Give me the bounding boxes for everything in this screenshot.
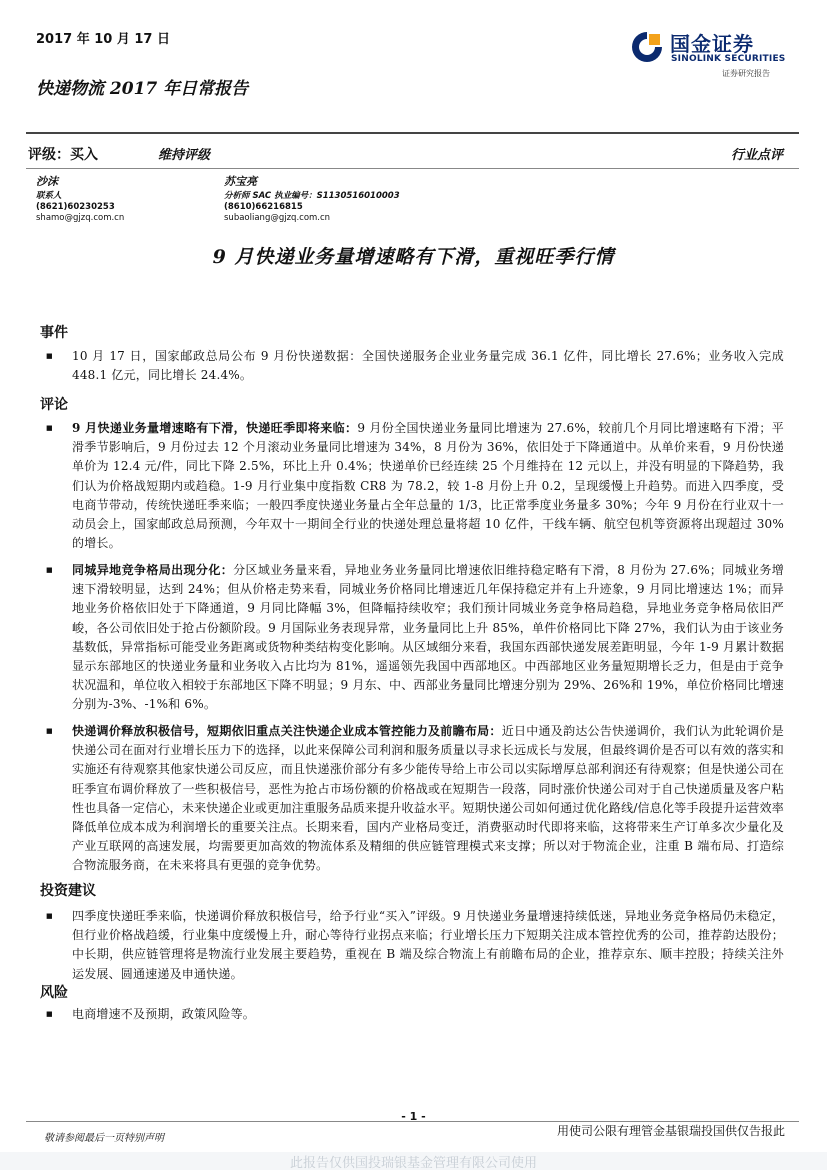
logo-english-name: SINOLINK SECURITIES [671, 54, 786, 64]
comment-bullet-3-text: 近日中通及韵达公告快递调价，我们认为此轮调价是快递公司在面对行业增长压力下的选择，以此来保障公司利润和服务质量以寻求长远成长与发展，但最终调价是否可以有效的落实和实施还有待观察其他家快递公司反应，而且快递涨价部分有多少能传导给上市公司以实际增厚总部利润还有待观察；但是快递公司在旺季宣布调价释放了一些积极信号，恶性为抢占市场份额的价格战或在短期告一段落，同时涨价快递公司对于自己快递质量及客户粘性也具备一定信心，未来快递企业或更加注重服务品质来提升收益水平。短期快递公司如何通过优化路线/信息化等手段提升运营效率降低单位成本成为利润增长的重要关注点。长期来看，国内产业格局变迁，消费驱动时代即将来临，这将带来生产订单多次少量化及产业互联网的高速发展，均需要更加高效的物流体系及精细的供应链管理模式来支撑；所以对于物流企业，注重 B 端布局、打造综合物流服务商，在未来将具有更强的竞争优势。 [72, 724, 784, 873]
event-bullet-1 [72, 347, 784, 385]
bullet-square-icon: ■ [46, 727, 53, 735]
advice-bullet-1 [72, 907, 784, 984]
comment-bullet-1-text: 9 月份全国快递业务量同比增速为 27.6%，较前几个月同比增速略有下滑；平滑季节影响后，9 月份过去 12 个月滚动业务量同比增速为 34%，8 月份为 36%，依旧处于下降通道中。从单价来看，9 月份快递单价为 12.4 元/件，同比下降 2.5%，环比上升 0.4%；快递单价已经连续 25 个月维持在 12 元以上，并没有明显的下降趋势，我们认为价格战短期内或趋稳。1-9 月行业集中度指数 CR8 为 78.2，较 1-8 月份上升 0.2，呈现缓慢上升趋势。而进入四季度，受电商节带动，传统快递旺季来临；一般四季度快递业务量占全年总量的 1/3，比正常季度业务量多 30%；今年 9 月份在行业双十一动员会上，国家邮政总局预测，今年双十一期间全行业的快递处理总量将超 10 亿件，干线车辆、航空包机等资源将出现超过 30%的增长。 [72, 421, 784, 551]
sinolink-logo-icon [630, 30, 664, 64]
report-date: 2017 年 10 月 17 日 [36, 32, 170, 47]
watermark: 此报告仅供国投瑞银基金管理有限公司使用 [0, 1152, 827, 1170]
report-title: 快递物流 2017 年日常报告 [36, 79, 249, 99]
bullet-square-icon: ■ [46, 424, 53, 432]
author-name: 沙沫 [36, 175, 58, 188]
maintain-rating: 维持评级 [158, 148, 211, 163]
risk-bullet-1-text: 电商增速不及预期，政策风险等。 [72, 1007, 256, 1021]
bullet-square-icon: ■ [46, 352, 53, 360]
comment-bullet-2-text: 分区域业务量来看，异地业务业务量同比增速依旧维持稳定略有下滑，8 月份为 27.6%；同城业务增速下滑较明显，达到 24%；但从价格走势来看，同城业务价格同比增速近几年保持稳定并有上升迹象，9 月同比增速达 1%；而异地业务价格依旧处于下降通道，9 月同比降幅 3%，但降幅持续收窄；我们预计同城业务竞争格局趋稳，异地业务竞争格局依旧严峻，各公司依旧处于抢占份额阶段。9 月国际业务表现异常，业务量同比上升 85%，单件价格同比下降 27%，我们认为由于该业务基数低，异常指标可能受业务距离或货物种类结构变化影响。从区域细分来看，我国东西部快递发展差距明显，今年 1-9 月累计数据显示东部地区的快递业务量和业务收入占比均为 81%，遥遥领先我国中西部地区。中西部地区业务量短期增长乏力，但是由于竞争状况温和，单位收入相较于东部地区下降不明显；9 月东、中、西部业务量同比增速分别为 29%、26%和 19%，单位价格同比增速分别为-3%、-1%和 6%。 [72, 563, 784, 712]
analyst-role: 分析师 SAC 执业编号：S1130516010003 [224, 191, 400, 201]
section-risk-title: 风险 [40, 985, 68, 1001]
bullet-square-icon: ■ [46, 566, 53, 574]
author-role: 联系人 [36, 191, 62, 201]
analyst-block [224, 176, 400, 224]
author-phone: (8621)60230253 [36, 202, 115, 212]
bullet-square-icon: ■ [46, 912, 53, 920]
logo-subtitle: 证券研究报告 [722, 69, 770, 78]
headline: 9 月快递业务量增速略有下滑，重视旺季行情 [212, 246, 615, 268]
rating-divider [26, 168, 799, 169]
company-logo [630, 28, 790, 78]
analyst-email[interactable]: subaoliang@gjzq.com.cn [224, 213, 331, 223]
rating-label: 评级：买入 [28, 147, 98, 163]
comment-bullet-3 [72, 722, 784, 876]
section-event-title: 事件 [40, 325, 68, 341]
page-number: - 1 - [401, 1110, 426, 1123]
report-type: 行业点评 [730, 148, 783, 163]
comment-bullet-1-lead: 9 月快递业务量增速略有下滑，快递旺季即将来临： [72, 421, 358, 435]
logo-chinese-name: 国金证券 [670, 32, 754, 56]
event-bullet-1-text: 10 月 17 日，国家邮政总局公布 9 月份快递数据：全国快递服务企业业务量完成 36.1 亿件，同比增长 27.6%；业务收入完成 448.1 亿元，同比增长 24.4%。 [72, 349, 784, 383]
header-divider [26, 132, 799, 134]
footer-note: 敬请参阅最后一页特别声明 [44, 1133, 164, 1144]
advice-bullet-1-text: 四季度快递旺季来临，快递调价释放积极信号，给予行业“买入”评级。9 月快递业务量增速持续低迷，异地业务竞争格局仍未稳定，但行业价格战趋缓，行业集中度缓慢上升，耐心等待行业拐点来临；行业增长压力下短期关注成本管控优秀的公司，推荐韵达股份；中长期，供应链管理将是物流行业发展主要趋势，重视在 B 端及综合物流上有前瞻布局的企业，推荐京东、顺丰控股；持续关注外运发展、圆通速递及申通快递。 [72, 909, 784, 981]
comment-bullet-3-lead: 快递调价释放积极信号，短期依旧重点关注快递企业成本管控能力及前瞻布局： [72, 724, 502, 738]
author-email[interactable]: shamo@gjzq.com.cn [36, 213, 125, 223]
section-advice-title: 投资建议 [40, 883, 96, 899]
comment-bullet-1 [72, 419, 784, 553]
comment-bullet-2-lead: 同城异地竞争格局出现分化： [72, 563, 234, 577]
risk-bullet-1 [72, 1005, 784, 1024]
footer-disclaimer: 用使司公限有理管金基银瑞投国供仅告报此 [556, 1124, 785, 1138]
analyst-phone: (8610)66216815 [224, 202, 303, 212]
bullet-square-icon: ■ [46, 1010, 53, 1018]
section-comment-title: 评论 [40, 397, 68, 413]
comment-bullet-2 [72, 561, 784, 715]
analyst-name: 苏宝亮 [224, 175, 257, 188]
author-block [36, 176, 124, 224]
